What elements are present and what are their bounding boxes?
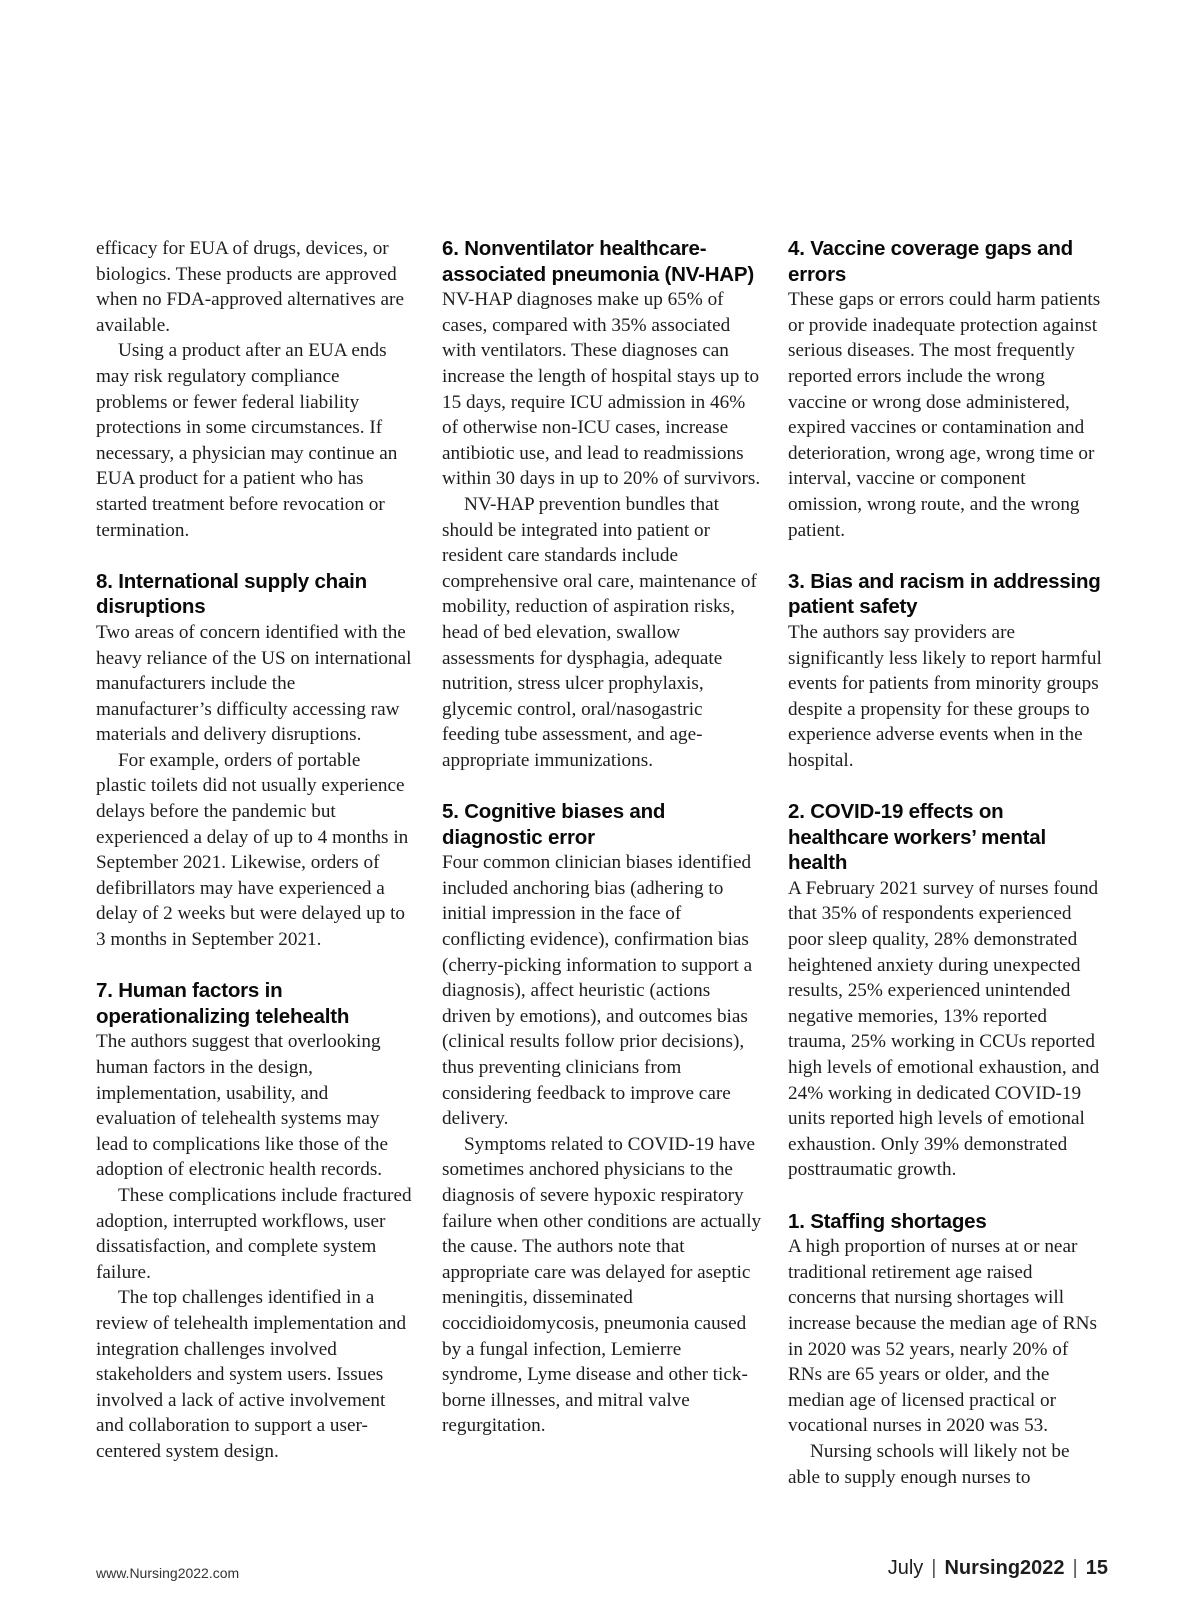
paragraph: For example, orders of portable plastic toilets did not usually experience delays before the pandemic but experienced a delay of up to 4 months in September 2021. Likewise, orders of defibrillators may have experienced a delay of 2 weeks but were delayed up to 3 months in September 2021. xyxy=(96,749,409,951)
footer-separator: | xyxy=(1072,1557,1078,1579)
section-heading-2: 2. COVID-19 effects on healthcare workers’ mental health xyxy=(788,800,1047,875)
paragraph: Symptoms related to COVID-19 have sometimes anchored physicians to the diagnosis of severe hypoxic respiratory failure when other conditions are actually the cause. The authors note that appropriate care was delayed for aseptic meningitis, disseminated coccidioidomycosis, pneumonia caused by a fungal infection, Lemierre syndrome, Lyme disease and other tick-borne illnesses, and mitral valve regurgitation. xyxy=(442,1133,762,1437)
column-left xyxy=(96,236,412,1465)
section-heading-8: 8. International supply chain disruptions xyxy=(96,569,368,619)
paragraph: Using a product after an EUA ends may risk regulatory compliance problems or fewer federal liability protections in some circumstances. If necessary, a physician may continue an EUA product for a patient who has started treatment before revocation or termination. xyxy=(96,340,398,541)
paragraph: Four common clinician biases identified included anchoring bias (adhering to initial impression in the face of conflicting evidence), confirmation bias (cherry-picking information to support a diagnosis), affect heuristic (actions driven by emotions), and outcomes bias (clinical results follow prior decisions), thus preventing clinicians from considering feedback to improve care delivery. xyxy=(442,852,753,1130)
section-heading-6: 6. Nonventilator healthcare-associated pneumonia (NV-HAP) xyxy=(442,237,755,286)
column-middle xyxy=(442,236,762,1439)
paragraph: These complications include fractured adoption, interrupted workflows, user dissatisfaction, and complete system failure. xyxy=(96,1184,412,1283)
paragraph: Nursing schools will likely not be able to supply enough nurses to xyxy=(788,1440,1070,1488)
page-number: 15 xyxy=(1085,1557,1108,1579)
paragraph: The top challenges identified in a review of telehealth implementation and integration challenges involved stakeholders and system users. Issues involved a lack of active involvement and collaboration to support a user-centered system design. xyxy=(96,1287,407,1462)
paragraph: NV-HAP prevention bundles that should be integrated into patient or resident care standards include comprehensive oral care, maintenance of mobility, reduction of aspiration risks, head of bed elevation, swallow assessments for dysphagia, adequate nutrition, stress ulcer prophylaxis, glycemic control, oral/nasogastric feeding tube assessment, and age-appropriate immunizations. xyxy=(442,493,757,771)
paragraph: efficacy for EUA of drugs, devices, or biologics. These products are approved when no FDA-approved alternatives are available. xyxy=(96,238,404,336)
paragraph: NV-HAP diagnoses make up 65% of cases, compared with 35% associated with ventilators. These diagnoses can increase the length of hospital stays up to 15 days, require ICU admission in 46% of otherwise non-ICU cases, increase antibiotic use, and lead to readmissions within 30 days in up to 20% of survivors. xyxy=(442,289,761,490)
paragraph: The authors suggest that overlooking human factors in the design, implementation, usability, and evaluation of telehealth systems may lead to complications like those of the adoption of electronic health records. xyxy=(96,1031,389,1181)
paragraph: The authors say providers are significantly less likely to report harmful events for patients from minority groups despite a propensity for these groups to experience adverse events when in the hospital. xyxy=(788,621,1102,771)
section-heading-1: 1. Staffing shortages xyxy=(788,1209,987,1233)
section-heading-4: 4. Vaccine coverage gaps and errors xyxy=(788,237,1073,286)
section-heading-7: 7. Human factors in operationalizing telehealth xyxy=(96,979,350,1028)
footer-website-url: www.Nursing2022.com xyxy=(96,1565,240,1581)
section-heading-3: 3. Bias and racism in addressing patient safety xyxy=(788,569,1101,619)
paragraph: These gaps or errors could harm patients or provide inadequate protection against serious diseases. The most frequently reported errors include the wrong vaccine or wrong dose administered, expired vaccines or contamination and deterioration, wrong age, wrong time or interval, vaccine or component omission, wrong route, and the wrong patient. xyxy=(788,289,1101,541)
footer-magazine-name: Nursing2022 xyxy=(944,1557,1065,1579)
section-heading-5: 5. Cognitive biases and diagnostic error xyxy=(442,800,666,849)
paragraph: A February 2021 survey of nurses found that 35% of respondents experienced poor sleep quality, 28% demonstrated heightened anxiety during unexpected results, 25% experienced unintended negative memories, 13% reported trauma, 25% working in CCUs reported high levels of emotional exhaustion, and 24% working in dedicated COVID-19 units reported high levels of emotional exhaustion. Only 39% demonstrated posttraumatic growth. xyxy=(788,877,1100,1181)
footer-separator: | xyxy=(931,1557,937,1579)
paragraph: Two areas of concern identified with the heavy reliance of the US on international manufacturers include the manufacturer’s difficulty accessing raw materials and delivery disruptions. xyxy=(96,621,412,746)
column-right xyxy=(788,236,1104,1490)
footer-folio xyxy=(888,1557,1108,1580)
paragraph: A high proportion of nurses at or near traditional retirement age raised concerns that nursing shortages will increase because the median age of RNs in 2020 was 52 years, nearly 20% of RNs are 65 years or older, and the median age of licensed practical or vocational nurses in 2020 was 53. xyxy=(788,1236,1097,1437)
footer-month: July xyxy=(887,1557,924,1579)
